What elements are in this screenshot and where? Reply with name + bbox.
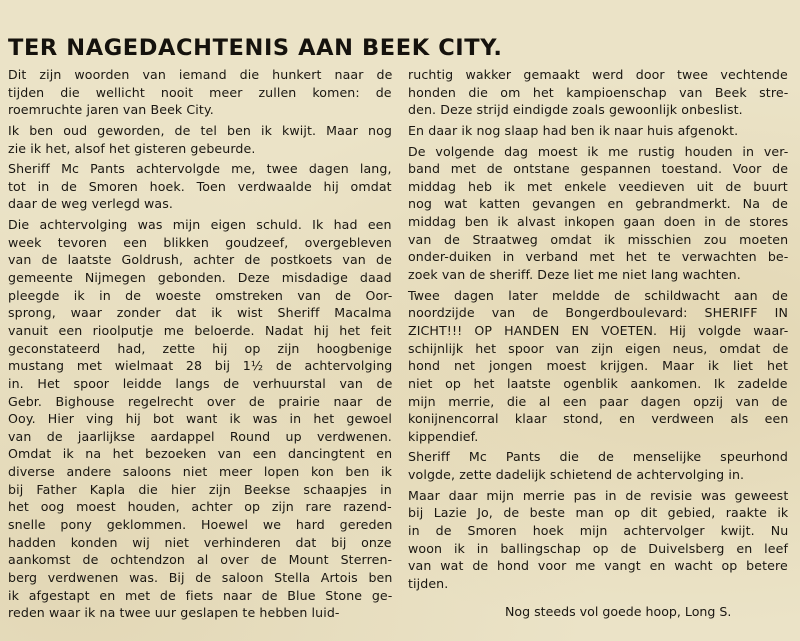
text-line: volgde, zette dadelijk schietend de achtervolging in. xyxy=(408,467,745,483)
paragraph xyxy=(408,448,788,483)
text-line: mustang met wielmaat 28 bij 1½ de achtervolging xyxy=(8,358,393,374)
text-line: berg verdwenen was. Bij de saloon Stella Artois ben xyxy=(8,569,393,585)
text-line: Twee dagen later meldde de schildwacht aan de xyxy=(408,287,788,303)
text-line: middag heb ik met enkele veedieven uit de buurt xyxy=(408,178,788,194)
text-line: zie ik het, alsof het gisteren gebeurde. xyxy=(8,140,256,156)
text-line: Omdat ik na het bezoeken van een dancingtent en xyxy=(8,446,393,462)
article-signature: Nog steeds vol goede hoop, Long S. xyxy=(505,604,732,619)
text-line: diverse andere saloons niet meer lopen kon ben ik xyxy=(8,464,393,480)
text-line: den. Deze strijd eindigde zoals gewoonlijk onbeslist. xyxy=(408,102,743,118)
text-line: onder-duiken in verband met het te verwachten be- xyxy=(408,249,789,265)
text-line: Ik ben oud geworden, de tel ben ik kwijt. Maar nog xyxy=(8,122,393,138)
text-line: nog wat katten gevangen en gebrandmerkt. Na de xyxy=(408,196,788,212)
text-line: niet op het laatste ogenblik aankomen. Ik zadelde xyxy=(408,375,788,391)
text-line: bij Father Kapla die hier zijn Beekse schaapjes in xyxy=(8,481,392,497)
text-line: tot in de Smoren hoek. Toen verdwaalde hij omdat xyxy=(8,178,392,194)
text-line: schijnlijk het spoor van zijn eigen neus, omdat de xyxy=(408,340,789,356)
text-line: daar de weg verlegd was. xyxy=(8,196,173,212)
text-line: sprong, waar zonder dat ik wist Sheriff Macalma xyxy=(8,305,392,321)
paragraph xyxy=(8,216,392,622)
text-line: gemeente Nijmegen gebonden. Deze misdadige daad xyxy=(8,270,392,286)
paragraph xyxy=(408,487,788,593)
article-title: TER NAGEDACHTENIS AAN BEEK CITY. xyxy=(8,35,503,61)
text-line: De volgende dag moest ik me rustig houden in ver- xyxy=(408,143,789,159)
text-line: honden die om het kampioenschap van Beek stre- xyxy=(408,84,789,100)
text-line: week tevoren een blikken goudzeef, overgebleven xyxy=(8,234,392,250)
text-line: band met de ontstane gespannen toestand. Voor de xyxy=(408,161,789,177)
text-line: Dit zijn woorden van iemand die hunkert naar de xyxy=(8,67,393,82)
text-line: noordzijde van de Bongerdboulevard: SHERIFF IN xyxy=(408,305,789,321)
text-line: roemruchte jaren van Beek City. xyxy=(8,102,214,118)
paragraph xyxy=(8,160,392,213)
text-line: Gebr. Bighouse regelrecht over de prairie naar de xyxy=(8,393,392,409)
text-line: ik afgestapt en met de fiets naar de Blue Stone ge- xyxy=(8,587,393,603)
text-line: ruchtig wakker gemaakt werd door twee vechtende xyxy=(408,67,788,82)
text-line: ZICHT!!! OP HANDEN EN VOETEN. Hij volgde waar- xyxy=(408,322,789,338)
text-line: woon ik in ballingschap op de Duivelsberg en leef xyxy=(408,540,788,556)
text-line: zoek van de sheriff. Deze liet me niet lang wachten. xyxy=(408,267,741,283)
text-line: Maar daar mijn merrie pas in de revisie was geweest xyxy=(408,487,789,503)
text-line: pleegde ik in de woeste omstreken van de Oor- xyxy=(8,287,393,303)
text-line: konijnencorral klaar stond, en verdween als een xyxy=(408,411,789,427)
text-line: hadden konden wij niet verhinderen dat bij onze xyxy=(8,534,392,550)
text-line: aankomst de ochtendzon al over de Mount Sterren- xyxy=(8,552,393,568)
paragraph xyxy=(408,122,788,140)
article-right-column xyxy=(408,66,788,593)
text-line: Ooy. Hier ving hij bot want ik was in het gewoel xyxy=(8,411,392,427)
text-line: van de jaarlijkse aardappel Round up verdwenen. xyxy=(8,428,392,444)
article-left-column xyxy=(8,66,392,622)
text-line: bij Lazie Jo, de beste man op dit gebied, raakte ik xyxy=(408,505,789,521)
text-line: in de Smoren hoek mijn achtervolger kwijt. Nu xyxy=(408,523,789,539)
paragraph xyxy=(408,143,788,284)
text-line: En daar ik nog slaap had ben ik naar huis afgenokt. xyxy=(408,122,739,138)
text-line: mijn merrie, die al een paar dagen opzij van de xyxy=(408,393,788,409)
text-line: middag ben ik alvast inkopen gaan doen in de stores xyxy=(408,214,789,230)
text-line: kippendief. xyxy=(408,428,479,444)
paragraph xyxy=(408,287,788,446)
text-line: tijden die wellicht nooit meer zullen komen: de xyxy=(8,84,392,100)
text-line: Sheriff Mc Pants die de menselijke speurhond xyxy=(408,449,788,465)
text-line: hond net jongen moest krijgen. Maar ik liet het xyxy=(408,358,789,374)
paragraph xyxy=(408,66,788,119)
text-line: het oog moest houden, achter op zijn rare razend- xyxy=(8,499,392,515)
text-line: Die achtervolging was mijn eigen schuld. Ik had een xyxy=(8,217,392,233)
text-line: van de laatste Goldrush, achter de postkoets van de xyxy=(8,252,392,268)
text-line: snelle pony geklommen. Hoewel we hard gereden xyxy=(8,517,393,533)
text-line: tijden. xyxy=(408,575,449,591)
text-line: van wat de hond voor me vangt en wacht op betere xyxy=(408,558,788,574)
text-line: van de Straatweg omdat ik misschien zou moeten xyxy=(408,231,789,247)
text-line: in. Het spoor leidde langs de verhuurstal van de xyxy=(8,375,393,391)
paragraph xyxy=(8,66,392,119)
text-line: vanuit een rioolputje me beloerde. Nadat hij het feit xyxy=(8,322,392,338)
paragraph xyxy=(8,122,392,157)
text-line: Sheriff Mc Pants achtervolgde me, twee dagen lang, xyxy=(8,161,392,177)
text-line: reden waar ik na twee uur geslapen te hebben luid- xyxy=(8,605,340,621)
text-line: geconstateerd had, zette hij op zijn hoogbenige xyxy=(8,340,392,356)
